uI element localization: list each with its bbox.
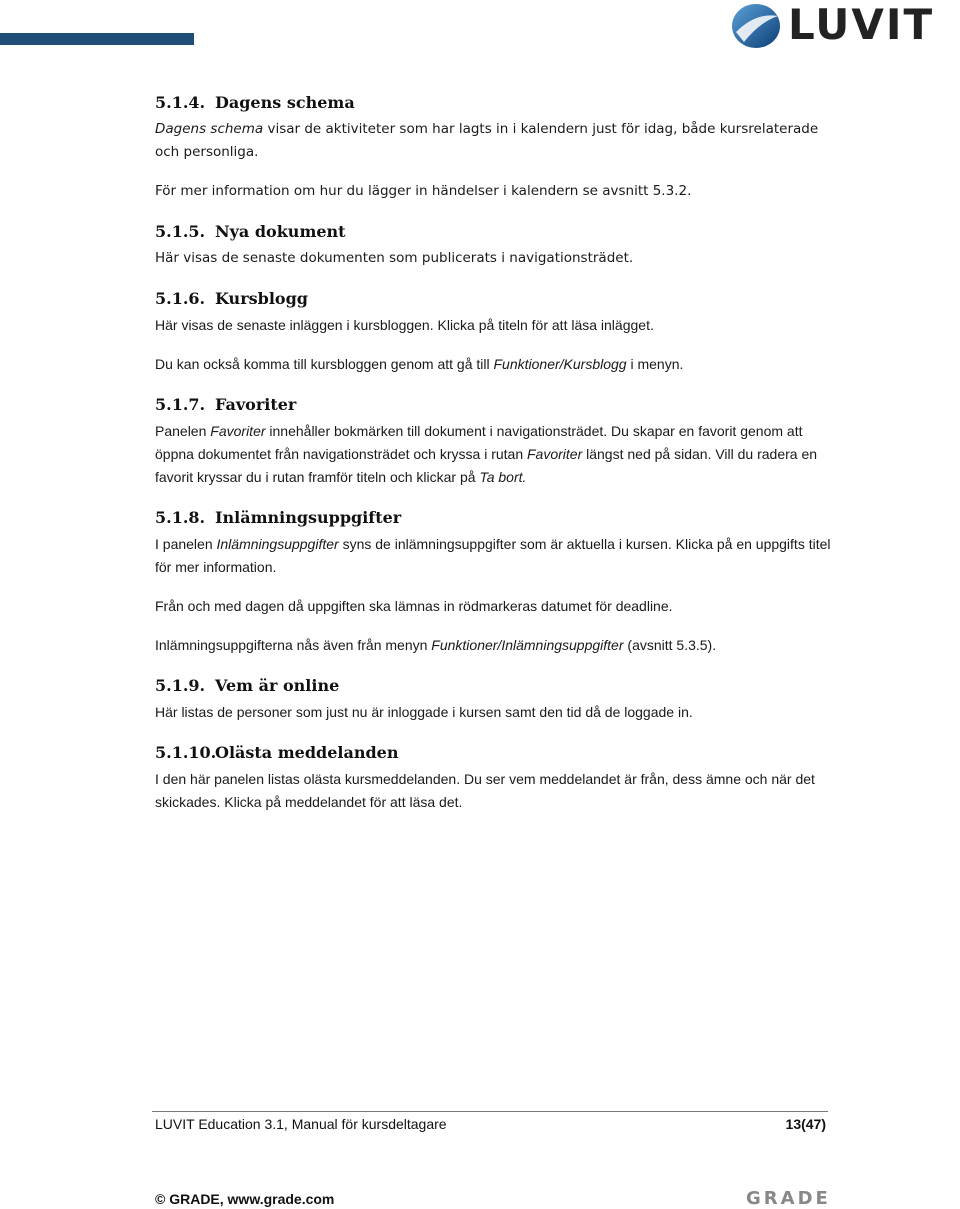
text-run: (avsnitt 5.3.5). [623, 637, 717, 653]
section-heading [155, 394, 835, 416]
section-title: Kursblogg [215, 289, 308, 308]
footer-document-title: LUVIT Education 3.1, Manual för kursdeltagare [155, 1116, 447, 1132]
text-run: Panelen [155, 423, 211, 439]
section-heading [155, 288, 835, 310]
section-heading [155, 507, 835, 529]
text-run: Inlämningsuppgifterna nås även från menyn [155, 637, 432, 653]
text-run: i menyn. [626, 356, 684, 372]
section-paragraph [155, 634, 835, 657]
section-paragraph [155, 420, 835, 489]
section-paragraph [155, 533, 835, 579]
grade-logo: GRADE [746, 1188, 831, 1209]
text-run: längst ned på sidan. Vill du radera en favorit kryssar du i rutan framför titeln och klickar på [155, 446, 818, 485]
text-run: I panelen [155, 536, 217, 552]
section-5-1-7 [155, 394, 835, 489]
section-5-1-4 [155, 92, 835, 203]
section-paragraph [155, 118, 835, 164]
footer-copyright: © GRADE, www.grade.com [155, 1191, 335, 1207]
section-title: Favoriter [215, 395, 297, 414]
section-paragraph [155, 595, 835, 618]
emphasized-text: Ta bort. [479, 469, 527, 485]
section-5-1-5 [155, 221, 835, 270]
footer-page-number: 13(47) [785, 1116, 826, 1132]
text-run: visar de aktiviteter som har lagts in i kalendern just för idag, både kursrelaterade och personliga. [155, 121, 819, 160]
emphasized-text: Funktioner/Kursblogg [493, 356, 627, 372]
text-run: I den här panelen listas olästa kursmeddelanden. Du ser vem meddelandet är från, dess ämne och när det skickades. Klicka på meddelandet för att läsa det. [155, 771, 815, 810]
section-number: 5.1.10. [155, 743, 217, 762]
section-5-1-8 [155, 507, 835, 657]
section-5-1-10 [155, 742, 835, 814]
section-paragraph [155, 768, 835, 814]
section-number: 5.1.9. [155, 676, 206, 695]
section-5-1-9 [155, 675, 835, 724]
section-heading [155, 742, 835, 764]
section-paragraph [155, 701, 835, 724]
section-number: 5.1.5. [155, 222, 206, 241]
emphasized-text: Dagens schema [155, 121, 264, 137]
section-heading [155, 92, 835, 114]
section-paragraph [155, 180, 835, 203]
text-run: För mer information om hur du lägger in händelser i kalendern se avsnitt 5.3.2. [155, 183, 692, 199]
section-title: Nya dokument [215, 222, 346, 241]
section-title: Vem är online [215, 676, 340, 695]
luvit-globe-icon [730, 2, 782, 50]
text-run: Från och med dagen då uppgiften ska lämnas in rödmarkeras datumet för deadline. [155, 598, 673, 614]
text-run: syns de inlämningsuppgifter som är aktuella i kursen. Klicka på en uppgifts titel för mer information. [155, 536, 831, 575]
document-body [155, 92, 835, 832]
section-heading [155, 221, 835, 243]
emphasized-text: Favoriter [210, 423, 266, 439]
emphasized-text: Inlämningsuppgifter [216, 536, 339, 552]
section-title: Inlämningsuppgifter [215, 508, 402, 527]
text-run: innehåller bokmärken till dokument i navigationsträdet. Du skapar en favorit genom att öppna dokumentet från navigationsträdet och kryssa i rutan [155, 423, 803, 462]
luvit-logo-text: LUVIT [788, 0, 935, 49]
text-run: Här visas de senaste dokumenten som publicerats i navigationsträdet. [155, 250, 634, 266]
luvit-logo [728, 0, 960, 54]
section-number: 5.1.6. [155, 289, 206, 308]
section-title: Olästa meddelanden [215, 743, 399, 762]
section-title: Dagens schema [215, 93, 355, 112]
header-accent-bar [0, 33, 194, 45]
section-paragraph [155, 314, 835, 337]
footer-divider [152, 1111, 828, 1112]
emphasized-text: Funktioner/Inlämningsuppgifter [431, 637, 624, 653]
section-heading [155, 675, 835, 697]
text-run: Här visas de senaste inläggen i kursbloggen. Klicka på titeln för att läsa inlägget. [155, 317, 654, 333]
section-number: 5.1.4. [155, 93, 206, 112]
section-paragraph [155, 353, 835, 376]
text-run: Du kan också komma till kursbloggen genom att gå till [155, 356, 494, 372]
section-paragraph [155, 247, 835, 270]
emphasized-text: Favoriter [527, 446, 583, 462]
section-number: 5.1.8. [155, 508, 206, 527]
section-5-1-6 [155, 288, 835, 376]
text-run: Här listas de personer som just nu är inloggade i kursen samt den tid då de loggade in. [155, 704, 693, 720]
section-number: 5.1.7. [155, 395, 206, 414]
